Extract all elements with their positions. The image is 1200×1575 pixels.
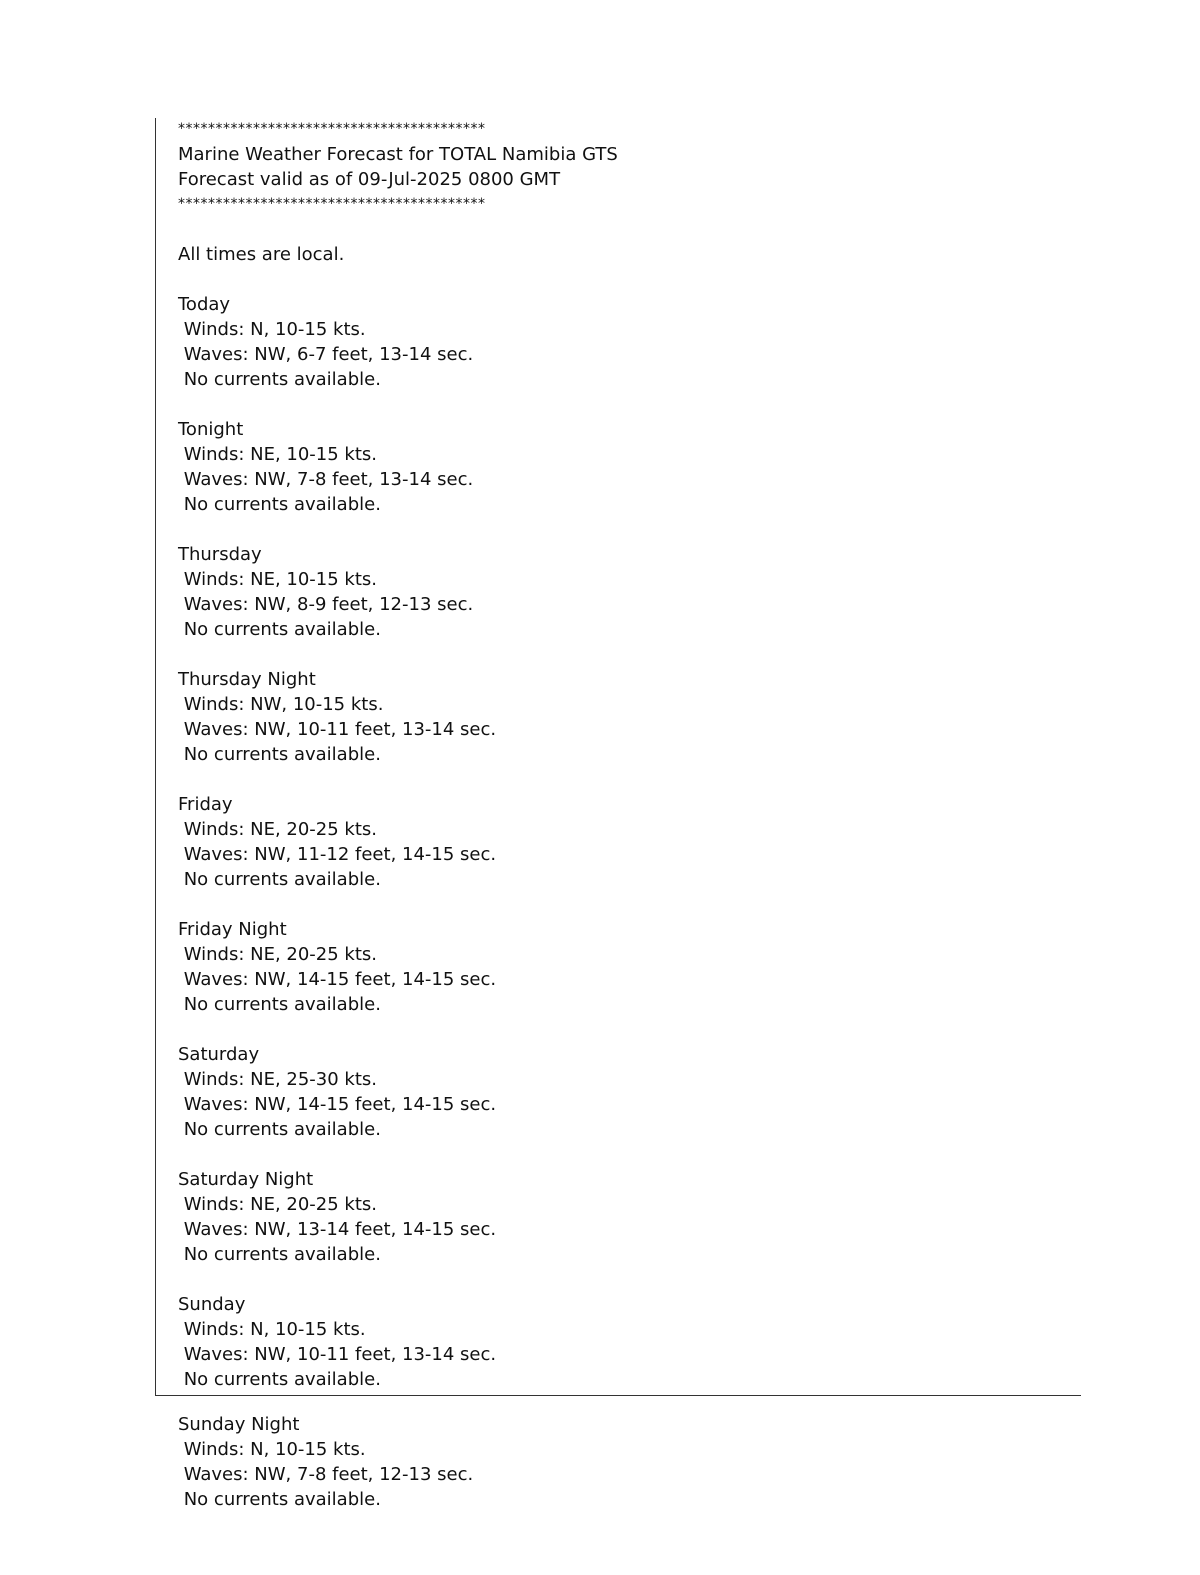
period-name: Thursday (178, 544, 262, 565)
period-currents: No currents available. (178, 1244, 381, 1265)
period-winds: Winds: NE, 20-25 kts. (178, 819, 378, 840)
period-waves: Waves: NW, 7-8 feet, 12-13 sec. (178, 1464, 474, 1485)
period-waves: Waves: NW, 11-12 feet, 14-15 sec. (178, 844, 497, 865)
period-name: Today (178, 294, 231, 315)
period-currents: No currents available. (178, 369, 381, 390)
period-friday-night (178, 917, 618, 1017)
period-name: Thursday Night (178, 669, 316, 690)
period-currents: No currents available. (178, 619, 381, 640)
period-thursday (178, 542, 618, 642)
period-winds: Winds: NE, 10-15 kts. (178, 569, 378, 590)
period-waves: Waves: NW, 8-9 feet, 12-13 sec. (178, 594, 474, 615)
period-saturday-night (178, 1167, 618, 1267)
period-waves: Waves: NW, 6-7 feet, 13-14 sec. (178, 344, 474, 365)
period-waves: Waves: NW, 14-15 feet, 14-15 sec. (178, 1094, 497, 1115)
period-winds: Winds: NW, 10-15 kts. (178, 694, 384, 715)
period-currents: No currents available. (178, 744, 381, 765)
period-waves: Waves: NW, 14-15 feet, 14-15 sec. (178, 969, 497, 990)
period-winds: Winds: NE, 10-15 kts. (178, 444, 378, 465)
period-sunday (178, 1292, 618, 1392)
period-friday (178, 792, 618, 892)
period-name: Friday (178, 794, 233, 815)
period-thursday-night (178, 667, 618, 767)
period-currents: No currents available. (178, 1369, 381, 1390)
period-name: Saturday Night (178, 1169, 314, 1190)
period-name: Friday Night (178, 919, 287, 940)
period-today (178, 292, 618, 392)
period-name: Sunday Night (178, 1414, 300, 1435)
times-note: All times are local. (178, 244, 345, 265)
period-currents: No currents available. (178, 1489, 381, 1510)
period-name: Saturday (178, 1044, 260, 1065)
period-waves: Waves: NW, 10-11 feet, 13-14 sec. (178, 719, 497, 740)
period-winds: Winds: N, 10-15 kts. (178, 1319, 366, 1340)
stars-divider-bottom: ***************************************** (178, 196, 486, 212)
forecast-content (178, 117, 618, 1392)
period-sunday-night (178, 1412, 473, 1512)
period-winds: Winds: NE, 20-25 kts. (178, 944, 378, 965)
period-winds: Winds: N, 10-15 kts. (178, 1439, 366, 1460)
forecast-valid-time: Forecast valid as of 09-Jul-2025 0800 GMT (178, 169, 561, 190)
period-waves: Waves: NW, 7-8 feet, 13-14 sec. (178, 469, 474, 490)
period-currents: No currents available. (178, 869, 381, 890)
period-name: Tonight (178, 419, 244, 440)
period-winds: Winds: NE, 25-30 kts. (178, 1069, 378, 1090)
period-waves: Waves: NW, 10-11 feet, 13-14 sec. (178, 1344, 497, 1365)
forecast-title: Marine Weather Forecast for TOTAL Namibia GTS (178, 144, 618, 165)
period-winds: Winds: N, 10-15 kts. (178, 319, 366, 340)
forecast-continuation (178, 1412, 473, 1512)
period-winds: Winds: NE, 20-25 kts. (178, 1194, 378, 1215)
period-name: Sunday (178, 1294, 246, 1315)
period-saturday (178, 1042, 618, 1142)
period-tonight (178, 417, 618, 517)
period-currents: No currents available. (178, 1119, 381, 1140)
stars-divider-top: ***************************************** (178, 121, 486, 137)
period-currents: No currents available. (178, 994, 381, 1015)
period-currents: No currents available. (178, 494, 381, 515)
period-waves: Waves: NW, 13-14 feet, 14-15 sec. (178, 1219, 497, 1240)
